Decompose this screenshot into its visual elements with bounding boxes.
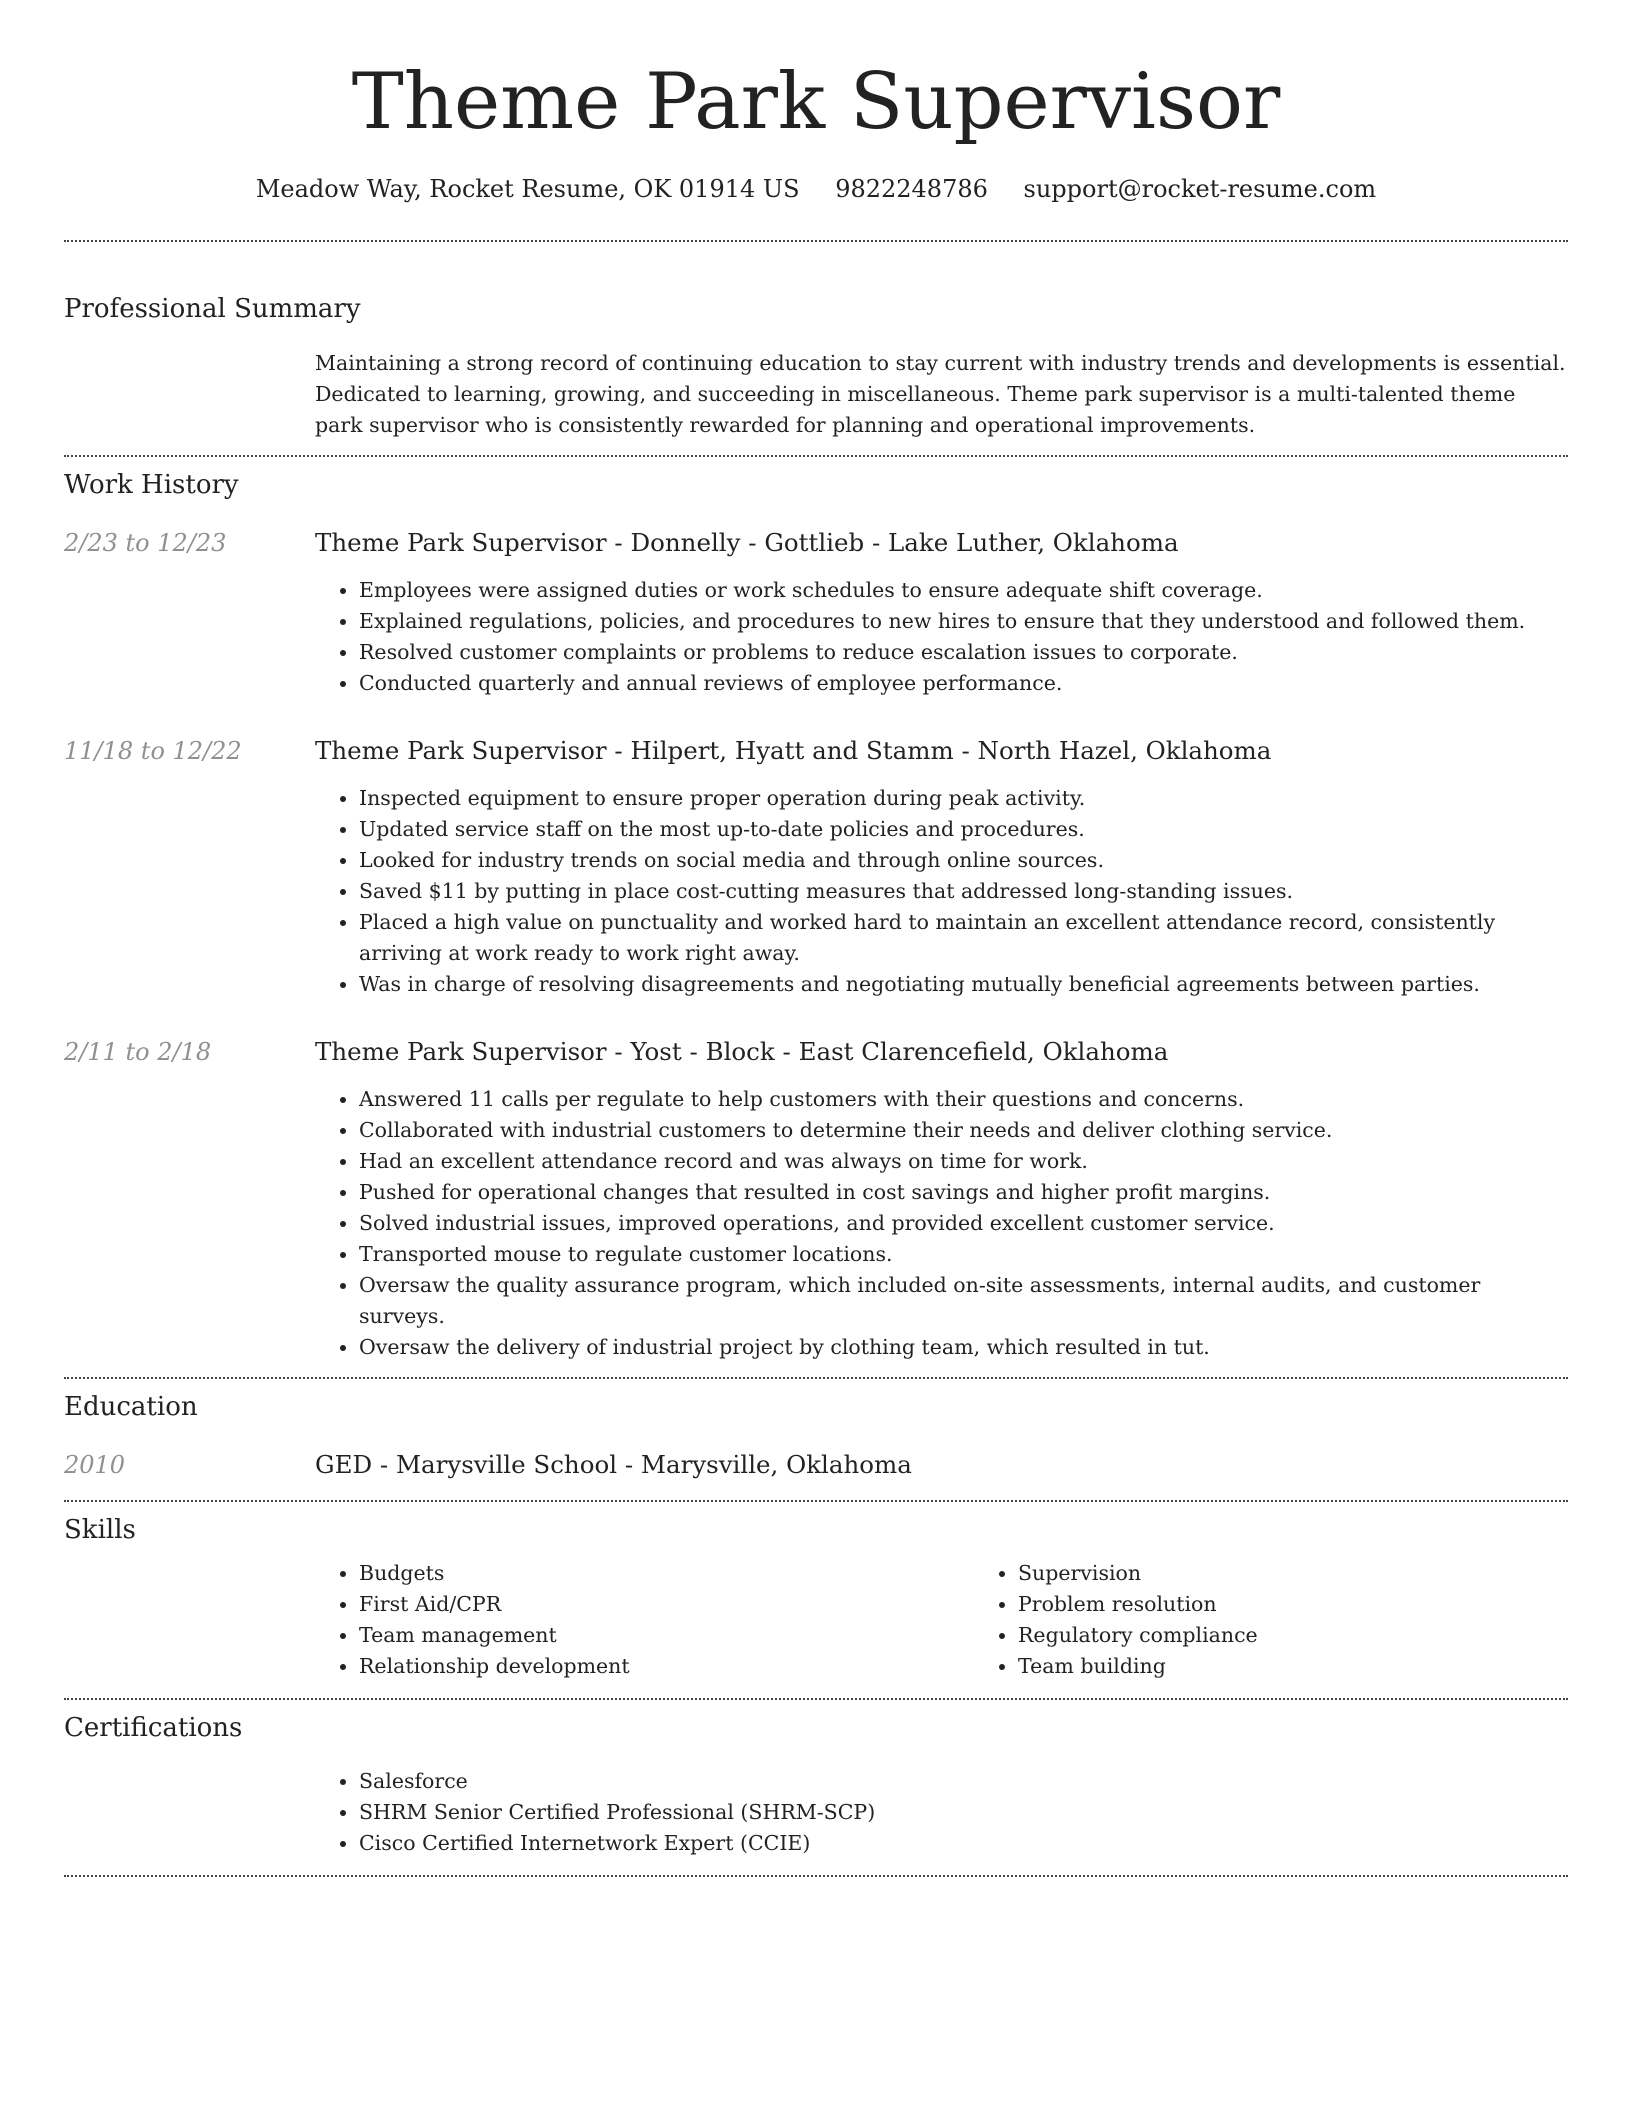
- list-item: • Looked for industry trends on social media and through online sources.: [359, 845, 1568, 876]
- job-title: Theme Park Supervisor - Donnelly - Gottlieb - Lake Luther, Oklahoma: [315, 528, 1179, 557]
- list-item: • Answered 11 calls per regulate to help customers with their questions and concerns.: [359, 1084, 1568, 1115]
- contact-phone: 9822248786: [835, 175, 988, 203]
- resume-page: [64, 0, 1568, 1877]
- list-item: • Resolved customer complaints or problems to reduce escalation issues to corporate.: [359, 637, 1568, 668]
- list-item: • Updated service staff on the most up-to-date policies and procedures.: [359, 814, 1568, 845]
- list-item: • First Aid/CPR: [359, 1589, 974, 1620]
- list-item: • Had an excellent attendance record and was always on time for work.: [359, 1146, 1568, 1177]
- education-heading: Education: [64, 1392, 198, 1422]
- divider: [64, 1875, 1568, 1877]
- list-item: • Transported mouse to regulate customer locations.: [359, 1239, 1568, 1270]
- job-dates: 2/11 to 2/18: [64, 1038, 212, 1066]
- job-entry: [64, 735, 1568, 1000]
- list-item: • Saved $11 by putting in place cost-cutting measures that addressed long-standing issues.: [359, 876, 1568, 907]
- list-item: • Problem resolution: [1018, 1589, 1632, 1620]
- certifications-list: [315, 1766, 1568, 1859]
- skills-list-left: [315, 1558, 974, 1682]
- job-duties: [315, 1084, 1568, 1363]
- job-title: Theme Park Supervisor - Yost - Block - East Clarencefield, Oklahoma: [315, 1037, 1169, 1066]
- list-item: • Explained regulations, policies, and procedures to new hires to ensure that they understood and followed them.: [359, 606, 1568, 637]
- list-item: • Inspected equipment to ensure proper operation during peak activity.: [359, 783, 1568, 814]
- work-history-section: [64, 469, 1568, 1363]
- list-item: • Supervision: [1018, 1558, 1632, 1589]
- certifications-section: [64, 1712, 1568, 1859]
- divider: [64, 1500, 1568, 1502]
- job-duties: [315, 575, 1568, 699]
- list-item: • Placed a high value on punctuality and worked hard to maintain an excellent attendance record, consistently arriving at work ready to work right away.: [359, 907, 1568, 969]
- divider: [64, 1377, 1568, 1379]
- list-item: • Team building: [1018, 1651, 1632, 1682]
- certifications-heading: Certifications: [64, 1713, 243, 1743]
- list-item: • Was in charge of resolving disagreements and negotiating mutually beneficial agreements between parties.: [359, 969, 1568, 1000]
- contact-email: support@rocket-resume.com: [1023, 175, 1377, 203]
- summary-section: [64, 293, 1568, 441]
- list-item: • Oversaw the quality assurance program, which included on-site assessments, internal audits, and customer surveys.: [359, 1270, 1568, 1332]
- list-item: • Oversaw the delivery of industrial project by clothing team, which resulted in tut.: [359, 1332, 1568, 1363]
- divider: [64, 240, 1568, 242]
- contact-address: Meadow Way, Rocket Resume, OK 01914 US: [255, 175, 800, 203]
- list-item: • Salesforce: [359, 1766, 1568, 1797]
- skills-list-right: [974, 1558, 1632, 1682]
- candidate-name: Theme Park Supervisor: [351, 57, 1281, 147]
- education-year: 2010: [64, 1451, 126, 1479]
- list-item: • Regulatory compliance: [1018, 1620, 1632, 1651]
- skills-heading: Skills: [64, 1515, 136, 1545]
- list-item: • Employees were assigned duties or work schedules to ensure adequate shift coverage.: [359, 575, 1568, 606]
- education-section: [64, 1391, 1568, 1481]
- education-entry: [64, 1449, 1568, 1481]
- job-dates: 11/18 to 12/22: [64, 737, 242, 765]
- job-duties: [315, 783, 1568, 1000]
- list-item: • Pushed for operational changes that resulted in cost savings and higher profit margins.: [359, 1177, 1568, 1208]
- list-item: • Collaborated with industrial customers to determine their needs and deliver clothing service.: [359, 1115, 1568, 1146]
- divider: [64, 455, 1568, 457]
- list-item: • Team management: [359, 1620, 974, 1651]
- summary-heading: Professional Summary: [64, 294, 361, 324]
- summary-text: Maintaining a strong record of continuing education to stay current with industry trends and developments is essential. Dedicated to learning, growing, and succeeding in miscellaneous. Theme park supervisor is a multi-talented theme park supervisor who is consistently rewarded for planning and operational improvements.: [315, 351, 1566, 437]
- work-history-heading: Work History: [64, 470, 239, 500]
- list-item: • Conducted quarterly and annual reviews of employee performance.: [359, 668, 1568, 699]
- skills-section: [64, 1514, 1568, 1682]
- list-item: • Solved industrial issues, improved operations, and provided excellent customer service.: [359, 1208, 1568, 1239]
- job-entry: [64, 1036, 1568, 1363]
- list-item: • Relationship development: [359, 1651, 974, 1682]
- divider: [64, 1698, 1568, 1700]
- job-title: Theme Park Supervisor - Hilpert, Hyatt and Stamm - North Hazel, Oklahoma: [315, 736, 1272, 765]
- list-item: • Cisco Certified Internetwork Expert (CCIE): [359, 1828, 1568, 1859]
- list-item: • SHRM Senior Certified Professional (SHRM-SCP): [359, 1797, 1568, 1828]
- contact-line: [64, 174, 1568, 204]
- job-entry: [64, 527, 1568, 699]
- list-item: • Budgets: [359, 1558, 974, 1589]
- education-detail: GED - Marysville School - Marysville, Oklahoma: [315, 1450, 912, 1479]
- job-dates: 2/23 to 12/23: [64, 529, 227, 557]
